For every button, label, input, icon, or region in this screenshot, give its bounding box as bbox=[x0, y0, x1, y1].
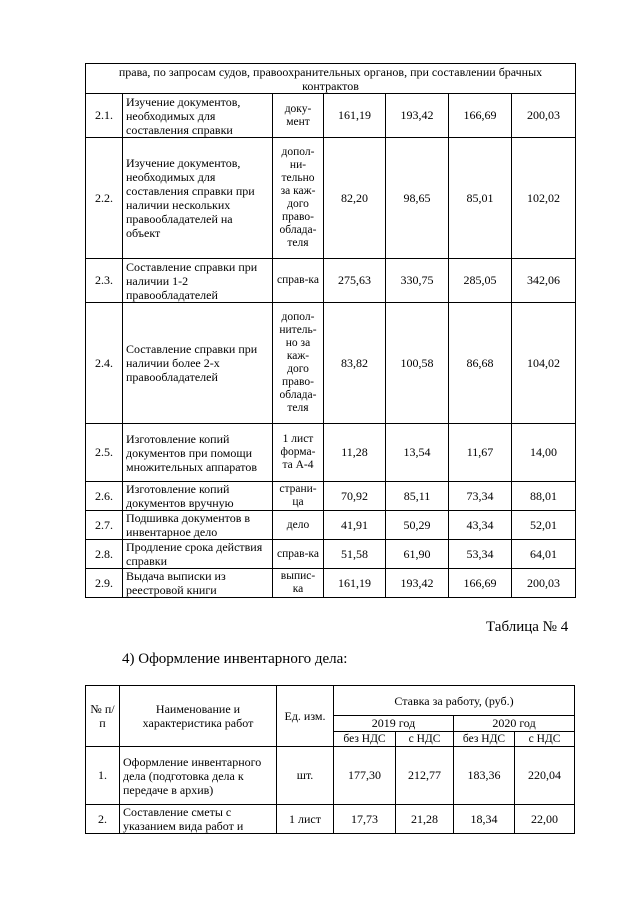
row-description: Изготовление копий документов при помощи множительных аппаратов bbox=[123, 424, 273, 482]
value-2020-vat: 102,02 bbox=[512, 138, 576, 259]
value-2019-no-vat: 11,28 bbox=[324, 424, 386, 482]
value-2020-vat: 200,03 bbox=[512, 569, 576, 598]
value-2020-no-vat: 166,69 bbox=[449, 569, 512, 598]
value-2020-vat: 88,01 bbox=[512, 482, 576, 511]
table-row bbox=[86, 138, 576, 259]
col-name-header: Наименование и характеристика работ bbox=[120, 686, 277, 747]
value-2019-no-vat: 83,82 bbox=[324, 303, 386, 424]
value-2019-vat: 330,75 bbox=[386, 259, 449, 303]
row-number: 2. bbox=[86, 805, 120, 834]
value-2019-vat: 98,65 bbox=[386, 138, 449, 259]
year-2020-header: 2020 год bbox=[454, 716, 575, 732]
value-2019-vat: 61,90 bbox=[386, 540, 449, 569]
row-number: 2.6. bbox=[86, 482, 123, 511]
row-description: Продление срока действия справки bbox=[123, 540, 273, 569]
col-number-header: № п/п bbox=[86, 686, 120, 747]
row-number: 2.1. bbox=[86, 94, 123, 138]
row-number: 2.2. bbox=[86, 138, 123, 259]
value-2019-no-vat: 17,73 bbox=[334, 805, 396, 834]
row-unit: страни-ца bbox=[273, 482, 324, 511]
row-unit: справ-ка bbox=[273, 540, 324, 569]
row-number: 2.4. bbox=[86, 303, 123, 424]
row-description: Оформление инвентарного дела (подготовка дела к передаче в архив) bbox=[120, 747, 277, 805]
row-description: Составление сметы с указанием вида работ и bbox=[120, 805, 277, 834]
row-unit: 1 лист bbox=[277, 805, 334, 834]
table-row bbox=[86, 569, 576, 598]
value-2020-no-vat: 85,01 bbox=[449, 138, 512, 259]
table-row bbox=[86, 540, 576, 569]
table-header-row bbox=[86, 64, 576, 94]
row-description: Изготовление копий документов вручную bbox=[123, 482, 273, 511]
value-2020-vat: 342,06 bbox=[512, 259, 576, 303]
value-2020-vat: 52,01 bbox=[512, 511, 576, 540]
table-header-cell: права, по запросам судов, правоохранительных органов, при составлении брачных контрактов bbox=[86, 64, 576, 94]
row-unit: 1 лист форма-та А-4 bbox=[273, 424, 324, 482]
table-row bbox=[86, 747, 575, 805]
value-2020-no-vat: 166,69 bbox=[449, 94, 512, 138]
value-2019-vat: 100,58 bbox=[386, 303, 449, 424]
value-2020-no-vat: 53,34 bbox=[449, 540, 512, 569]
inventory-file-table bbox=[85, 685, 575, 834]
without-vat-header: без НДС bbox=[334, 732, 396, 747]
row-description: Изучение документов, необходимых для составления справки при наличии нескольких правообладателей на объект bbox=[123, 138, 273, 259]
value-2020-no-vat: 183,36 bbox=[454, 747, 515, 805]
row-unit: доку-мент bbox=[273, 94, 324, 138]
row-unit: допол-ни-тельно за каж-дого право-облада-теля bbox=[273, 138, 324, 259]
row-number: 2.8. bbox=[86, 540, 123, 569]
value-2020-no-vat: 73,34 bbox=[449, 482, 512, 511]
value-2020-no-vat: 18,34 bbox=[454, 805, 515, 834]
value-2019-no-vat: 51,58 bbox=[324, 540, 386, 569]
value-2019-no-vat: 161,19 bbox=[324, 569, 386, 598]
table-row bbox=[86, 303, 576, 424]
table-row bbox=[86, 511, 576, 540]
value-2020-no-vat: 11,67 bbox=[449, 424, 512, 482]
without-vat-header: без НДС bbox=[454, 732, 515, 747]
value-2020-vat: 220,04 bbox=[515, 747, 575, 805]
row-number: 1. bbox=[86, 747, 120, 805]
row-number: 2.9. bbox=[86, 569, 123, 598]
value-2019-vat: 85,11 bbox=[386, 482, 449, 511]
row-number: 2.5. bbox=[86, 424, 123, 482]
table-row bbox=[86, 259, 576, 303]
value-2019-vat: 193,42 bbox=[386, 569, 449, 598]
table-row bbox=[86, 424, 576, 482]
value-2019-vat: 193,42 bbox=[386, 94, 449, 138]
row-description: Составление справки при наличии более 2-х правообладателей bbox=[123, 303, 273, 424]
value-2019-no-vat: 82,20 bbox=[324, 138, 386, 259]
value-2019-no-vat: 177,30 bbox=[334, 747, 396, 805]
value-2019-vat: 21,28 bbox=[396, 805, 454, 834]
value-2020-vat: 14,00 bbox=[512, 424, 576, 482]
value-2020-vat: 104,02 bbox=[512, 303, 576, 424]
services-table-continued bbox=[85, 63, 576, 598]
row-unit: допол-нитель-но за каж-дого право-облада-теля bbox=[273, 303, 324, 424]
row-description: Подшивка документов в инвентарное дело bbox=[123, 511, 273, 540]
value-2020-no-vat: 86,68 bbox=[449, 303, 512, 424]
value-2020-vat: 22,00 bbox=[515, 805, 575, 834]
table-caption: Таблица № 4 bbox=[486, 619, 569, 635]
value-2020-vat: 200,03 bbox=[512, 94, 576, 138]
value-2020-no-vat: 285,05 bbox=[449, 259, 512, 303]
table-row bbox=[86, 482, 576, 511]
row-unit: справ-ка bbox=[273, 259, 324, 303]
col-unit-header: Ед. изм. bbox=[277, 686, 334, 747]
table-header-row bbox=[86, 686, 575, 716]
with-vat-header: с НДС bbox=[515, 732, 575, 747]
value-2019-no-vat: 70,92 bbox=[324, 482, 386, 511]
row-description: Изучение документов, необходимых для составления справки bbox=[123, 94, 273, 138]
table-row bbox=[86, 805, 575, 834]
with-vat-header: с НДС bbox=[396, 732, 454, 747]
col-rate-header: Ставка за работу, (руб.) bbox=[334, 686, 575, 716]
value-2019-vat: 50,29 bbox=[386, 511, 449, 540]
row-number: 2.3. bbox=[86, 259, 123, 303]
row-description: Составление справки при наличии 1-2 правообладателей bbox=[123, 259, 273, 303]
row-unit: дело bbox=[273, 511, 324, 540]
value-2019-no-vat: 41,91 bbox=[324, 511, 386, 540]
section-heading: 4) Оформление инвентарного дела: bbox=[122, 651, 348, 667]
row-unit: шт. bbox=[277, 747, 334, 805]
value-2020-vat: 64,01 bbox=[512, 540, 576, 569]
year-2019-header: 2019 год bbox=[334, 716, 454, 732]
value-2019-no-vat: 161,19 bbox=[324, 94, 386, 138]
value-2019-no-vat: 275,63 bbox=[324, 259, 386, 303]
value-2019-vat: 13,54 bbox=[386, 424, 449, 482]
value-2020-no-vat: 43,34 bbox=[449, 511, 512, 540]
row-unit: выпис-ка bbox=[273, 569, 324, 598]
row-number: 2.7. bbox=[86, 511, 123, 540]
value-2019-vat: 212,77 bbox=[396, 747, 454, 805]
row-description: Выдача выписки из реестровой книги bbox=[123, 569, 273, 598]
table-row bbox=[86, 94, 576, 138]
